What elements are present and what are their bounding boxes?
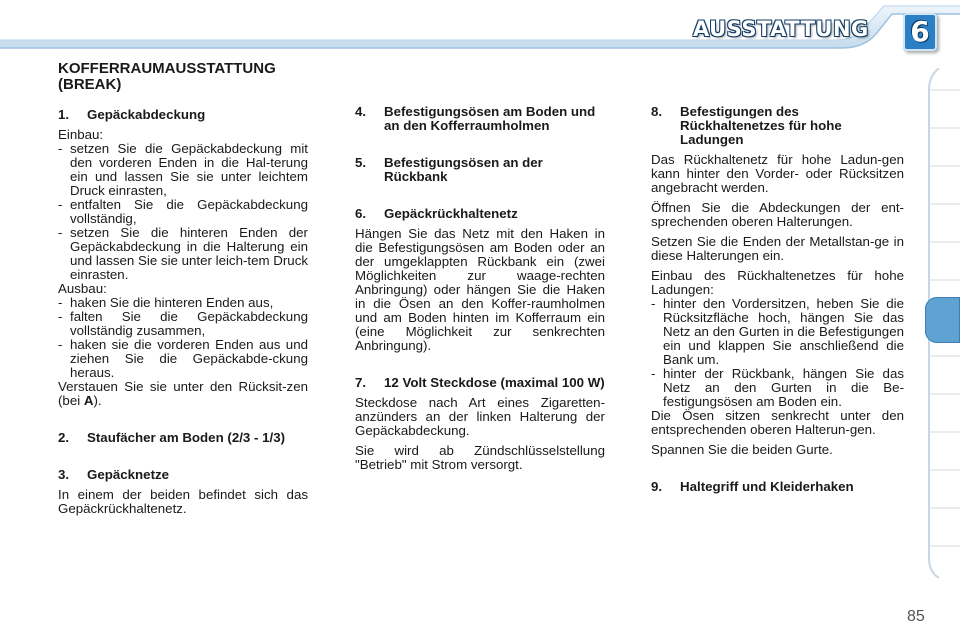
chapter-number-badge: 6 bbox=[903, 13, 937, 51]
paragraph: Die Ösen sitzen senkrecht unter den entsprechenden oberen Halterun-gen. bbox=[651, 408, 904, 437]
heading-number: 2. bbox=[58, 430, 70, 445]
paragraph: Öffnen Sie die Abdeckungen der ent-sprechenden oberen Halterungen. bbox=[651, 200, 904, 229]
heading-number: 8. bbox=[651, 104, 663, 119]
heading-4 bbox=[355, 105, 605, 133]
heading-8 bbox=[651, 105, 904, 147]
list-item: - haken sie die vorderen Enden aus und ziehen Sie die Gepäckabde-ckung heraus. bbox=[58, 337, 308, 380]
heading-number: 9. bbox=[651, 479, 663, 494]
heading-2 bbox=[58, 431, 308, 445]
paragraph: Hängen Sie das Netz mit den Haken in die Befestigungsösen am Boden oder an der umgeklappten Rückbank ein (zwei Möglichkeiten zur waage-rechten Anbringung) oder hängen Sie die Haken in die Ösen an den Koffer-raumholmen und am Boden hinten im Kofferraum ein (eine Möglichkeit zur senkrechten Anbringung). bbox=[355, 226, 605, 353]
heading-text: Gepäckrückhaltenetz bbox=[384, 206, 518, 221]
verstauen-paragraph: Verstauen Sie sie unter den Rücksit-zen (bei A). bbox=[58, 379, 308, 408]
heading-text: Gepäcknetze bbox=[87, 467, 170, 482]
heading-text: Befestigungsösen an der Rückbank bbox=[384, 155, 543, 184]
list-item: - haken Sie die hinteren Enden aus, bbox=[58, 295, 274, 310]
heading-6 bbox=[355, 207, 605, 221]
heading-3 bbox=[58, 468, 308, 482]
heading-number: 3. bbox=[58, 467, 70, 482]
heading-number: 1. bbox=[58, 107, 70, 122]
einbau-label: Einbau: bbox=[58, 127, 104, 142]
column-3 bbox=[651, 105, 904, 494]
paragraph: Einbau des Rückhaltenetzes für hohe Ladungen: bbox=[651, 268, 904, 297]
heading-text: Gepäckabdeckung bbox=[87, 107, 206, 122]
list-item: - setzen Sie die hinteren Enden der Gepäckabdeckung in die Halterung ein und lassen Sie sie unter leich-tem Druck einrasten. bbox=[58, 225, 308, 282]
list-item: - hinter den Vordersitzen, heben Sie die Rücksitzfläche hoch, hängen Sie das Netz an den Gurten in die Befestigungen ein und klappen Sie anschließend die Bank um. bbox=[651, 296, 904, 367]
paragraph: Sie wird ab Zündschlüsselstellung "Betrieb" mit Strom versorgt. bbox=[355, 443, 605, 472]
heading-text: Haltegriff und Kleiderhaken bbox=[680, 479, 854, 494]
paragraph: In einem der beiden befindet sich das Gepäckrückhaltenetz. bbox=[58, 487, 308, 516]
section-title: KOFFERRAUMAUSSTATTUNG (BREAK) bbox=[58, 60, 276, 93]
heading-text: 12 Volt Steckdose (maximal 100 W) bbox=[384, 375, 605, 390]
heading-text: Befestigungen des Rückhaltenetzes für hohe Ladungen bbox=[680, 104, 842, 147]
ausbau-label: Ausbau: bbox=[58, 281, 107, 296]
heading-7 bbox=[355, 376, 605, 390]
column-1 bbox=[58, 60, 308, 516]
figure-reference: A bbox=[83, 393, 94, 408]
paragraph: Das Rückhaltenetz für hohe Ladun-gen kann hinter den Vorder- oder Rücksitzen angebracht werden. bbox=[651, 152, 904, 195]
heading-9 bbox=[651, 480, 904, 494]
heading-1 bbox=[58, 108, 308, 122]
paragraph: Steckdose nach Art eines Zigaretten-anzünders an der linken Halterung der Gepäckabdeckung. bbox=[355, 395, 605, 438]
heading-text: Staufächer am Boden (2/3 - 1/3) bbox=[87, 430, 286, 445]
page-number: 85 bbox=[907, 608, 925, 625]
column-2 bbox=[355, 105, 605, 472]
heading-number: 4. bbox=[355, 104, 367, 119]
chapter-tab-active[interactable] bbox=[925, 297, 960, 343]
list-item: - falten Sie die Gepäckabdeckung vollständig zusammen, bbox=[58, 309, 308, 338]
chapter-title: AUSSTATTUNG bbox=[693, 17, 869, 41]
heading-number: 5. bbox=[355, 155, 367, 170]
heading-5 bbox=[355, 156, 605, 184]
heading-text: Befestigungsösen am Boden und an den Kofferraumholmen bbox=[384, 104, 596, 133]
list-item: - hinter der Rückbank, hängen Sie das Netz an den Gurten in die Be-festigungsösen am Boden ein. bbox=[651, 366, 904, 409]
heading-number: 7. bbox=[355, 375, 367, 390]
list-item: - entfalten Sie die Gepäckabdeckung vollständig, bbox=[58, 197, 308, 226]
list-item: - setzen Sie die Gepäckabdeckung mit den vorderen Enden in die Hal-terung ein und lassen Sie sie unter leichtem Druck einrasten, bbox=[58, 141, 308, 198]
paragraph: Setzen Sie die Enden der Metallstan-ge in diese Halterungen ein. bbox=[651, 234, 904, 263]
paragraph: Spannen Sie die beiden Gurte. bbox=[651, 442, 833, 457]
heading-number: 6. bbox=[355, 206, 367, 221]
